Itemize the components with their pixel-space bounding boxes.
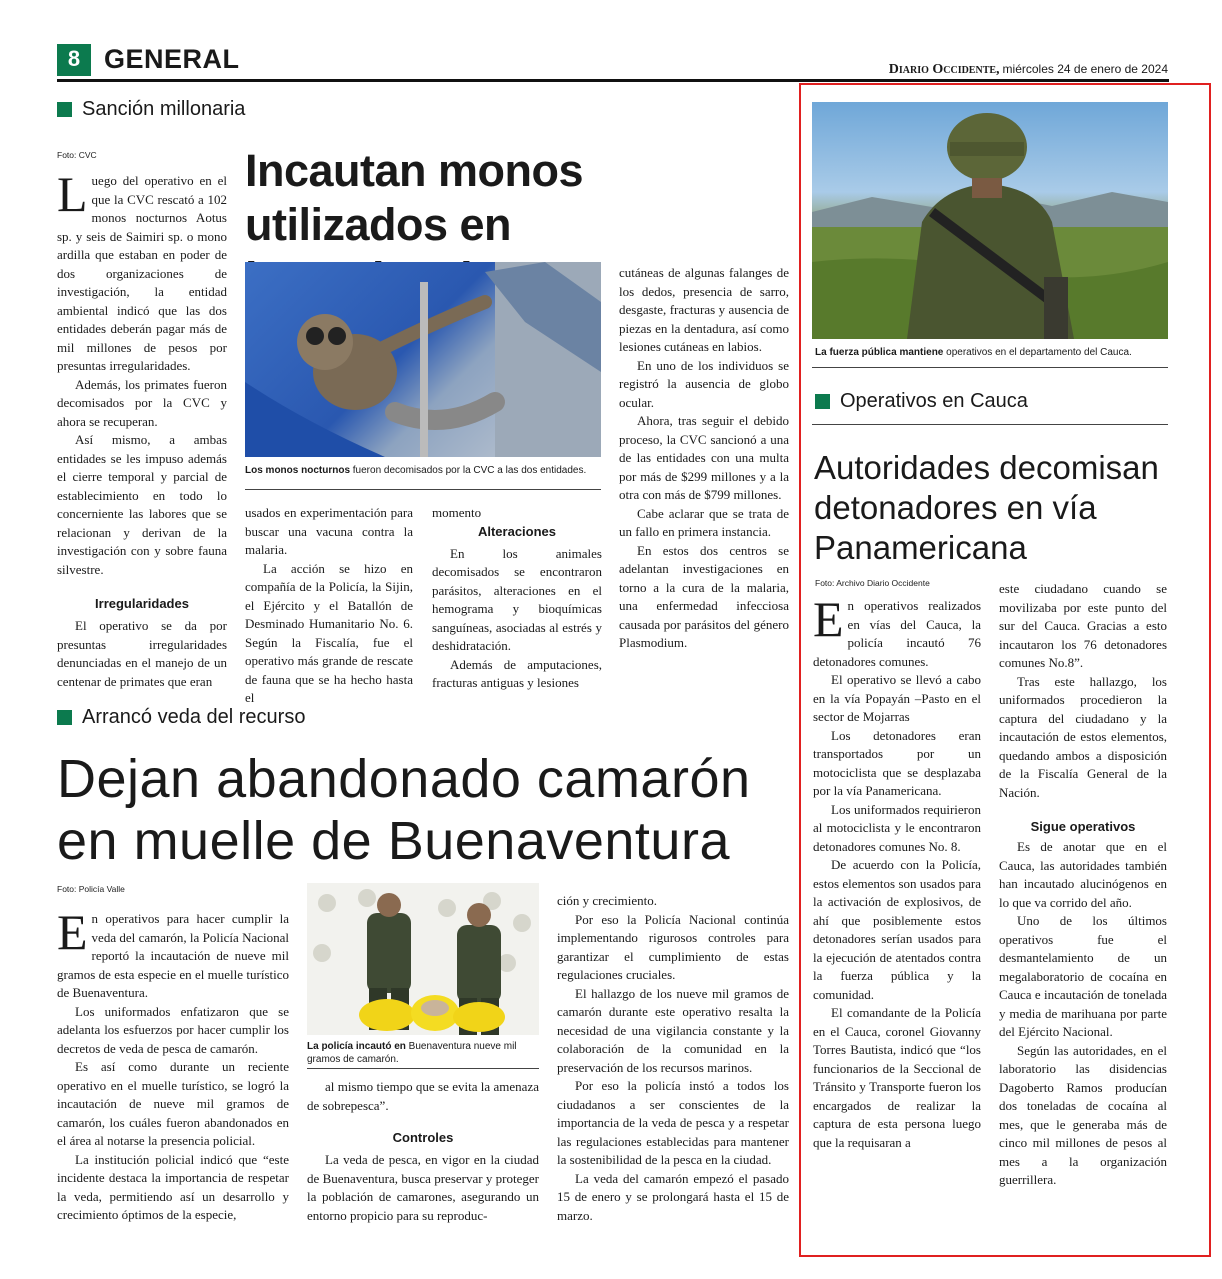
caption-rule xyxy=(245,489,601,490)
caption-rule xyxy=(812,367,1168,368)
masthead-dateline xyxy=(889,62,1168,78)
caption-bold: La fuerza pública mantiene xyxy=(815,347,944,358)
green-square-icon xyxy=(57,710,72,725)
police-photo xyxy=(307,883,539,1035)
paragraph: Además de amputaciones, fracturas antiguas y lesiones xyxy=(432,656,602,690)
paragraph: En uno de los individuos se registró la ausencia de globo ocular. xyxy=(619,357,789,410)
subheading: Controles xyxy=(392,1130,454,1145)
monos-column-1 xyxy=(57,166,227,691)
paragraph: Es de anotar que en el Cauca, las autoridades también han incautado alucinógenos en lo que va corrido del año. xyxy=(999,839,1167,910)
paragraph: Tras este hallazgo, los uniformados procedieron la captura del ciudadano y la incautación de estos elementos, quedando ambos a disposición de la Fiscalía General de la Nación. xyxy=(999,673,1167,800)
section-label-sancion xyxy=(57,98,245,121)
camaron-column-2 xyxy=(307,1078,539,1225)
paragraph: Ahora, tras seguir el debido proceso, la CVC sancionó a una de las entidades con una multa por más de $299 millones y a la otra con más de $799 millones. xyxy=(619,413,789,502)
caption-text: operativos en el departamento del Cauca. xyxy=(943,347,1132,358)
green-square-icon xyxy=(815,394,830,409)
photo-credit: Foto: Policía Valle xyxy=(57,884,125,894)
paper-name: Diario Occidente, xyxy=(888,62,1000,77)
header-rule xyxy=(57,79,1169,82)
monos-column-4 xyxy=(619,264,789,653)
paragraph: este ciudadano cuando se movilizaba por este punto del sur del Cauca. Gracias a esto incautaron los 76 detonadores comunes No.8”. xyxy=(999,581,1167,670)
cauca-column-1 xyxy=(813,591,981,1152)
headline-monos: Incautan monos utilizados en xyxy=(245,145,584,250)
section-label-veda xyxy=(57,706,305,729)
paragraph: cutáneas de algunas falanges de los dedos, presencia de sarro, desgaste, fracturas y ausencia de piezas en la dentadura, así como lesiones cutáneas en labios. xyxy=(619,265,789,354)
paragraph: En los animales decomisados se encontraron parásitos, alteraciones en el hemograma y bioquímicas sanguíneas, asociadas al estrés y deshidratación. xyxy=(432,545,602,653)
paragraph: Los uniformados requirieron al motociclista y le encontraron detonadores comunes No. 8. xyxy=(813,801,981,854)
soldier-illustration-icon xyxy=(812,102,1168,339)
paragraph: La veda de pesca, en vigor en la ciudad de Buenaventura, busca preservar y proteger la población de camarones, asegurando un entorno propicio para su reproduc- xyxy=(307,1152,539,1223)
paragraph: n operativos para hacer cumplir la veda del camarón, la Policía Nacional reportó la incautación de nueve mil gramos de esta especie en el muelle turístico de Buenaventura. xyxy=(57,911,289,1000)
paragraph: El comandante de la Policía en el Cauca, coronel Giovanny Torres Bautista, indicó que “los funcionarios de la Seccional de Tránsito y Transporte fueron los encargados de realizar la captura de esta persona luego que la requisaran a xyxy=(813,1005,981,1150)
paragraph: El operativo se da por presuntas irregularidades denunciadas en el manejo de un centenar de primates que eran xyxy=(57,618,227,689)
paragraph: Los detonadores eran transportados por un motociclista que se desplazaba por la vía Panamericana. xyxy=(813,727,981,798)
paragraph: momento xyxy=(432,505,482,520)
camaron-column-1 xyxy=(57,904,289,1225)
paragraph: El operativo se llevó a cabo en la vía Popayán –Pasto en el sector de Mojarras xyxy=(813,672,981,724)
cauca-column-2 xyxy=(999,580,1167,1190)
dropcap: E xyxy=(57,904,88,960)
paragraph: De acuerdo con la Policía, estos elementos son usados para la activación de explosivos, de ahí que posiblemente estos detonadores serían usados para la ejecución de atentados contra la fuerza pública y la comunidad. xyxy=(813,857,981,1002)
headline-cauca: Autoridades decomisan detonadores en vía Panamericana xyxy=(814,449,1159,566)
subheading: Irregularidades xyxy=(95,596,189,611)
paragraph: usados en experimentación para buscar una vacuna contra la malaria. xyxy=(245,505,413,557)
paragraph: La acción se hizo en compañía de la Policía, la Sijin, el Ejército y el Batallón de Desminado Humanitario No. 6. Según la Fiscalía, fue el operativo más grande de rescate de fauna que se ha hecho hasta el xyxy=(245,560,413,705)
caption-bold: La policía incautó en xyxy=(307,1041,406,1052)
photo-caption xyxy=(307,1040,541,1066)
paragraph: El hallazgo de los nueve mil gramos de camarón durante este operativo resalta la necesidad de una vigilancia constante y la colaboración de la comunidad en la preservación de los recursos marinos. xyxy=(557,985,789,1075)
soldier-photo xyxy=(812,102,1168,339)
caption-text: fueron decomisados por la CVC a las dos entidades. xyxy=(350,465,587,476)
photo-caption xyxy=(815,346,1171,359)
paragraph: La institución policial indicó que “este incidente destaca la importancia de respetar la veda, permitiendo así un desarrollo y crecimiento óptimos de la especie, xyxy=(57,1151,289,1222)
paragraph: Además, los primates fueron decomisados por la CVC y ahora se recuperan. xyxy=(57,376,227,429)
caption-rule xyxy=(307,1068,539,1069)
label-text: Sanción millonaria xyxy=(82,98,246,120)
subheading: Alteraciones xyxy=(477,523,557,539)
paragraph: La veda del camarón empezó el pasado 15 de enero y se prolongará hasta el 15 de marzo. xyxy=(557,1170,789,1223)
paragraph: Los uniformados enfatizaron que se adelanta los esfuerzos por hacer cumplir los decretos de veda de pesca de camarón. xyxy=(57,1003,289,1056)
label-text: Arrancó veda del recurso xyxy=(82,706,306,728)
paragraph: uego del operativo en el que la CVC rescató a 102 monos nocturnos Aotus sp. y seis de Saimiri sp. o mono ardilla que estaban en poder de dos organizaciones de investigación, la entidad ambiental indicó que las dos entidades deberán pagar más de mil millones de pesos por presuntas irregularidades. xyxy=(57,173,227,373)
subheading: Sigue operativos xyxy=(1030,819,1136,834)
dropcap: E xyxy=(813,591,844,647)
photo-credit: Foto: CVC xyxy=(57,150,97,160)
police-officers-illustration-icon xyxy=(307,883,539,1035)
paragraph: Es así como durante un reciente operativo en el muelle turístico, se logró la incautación de nueve mil gramos de camarón, los cuáles fueron abandonados en el área al notarse la presencia policial. xyxy=(57,1059,289,1148)
paragraph: Por eso la policía instó a todos los ciudadanos a ser conscientes de la importancia de la veda de pesca y a respetar las regulaciones establecidas para mantener la sostenibilidad de la pesca en la ciudad. xyxy=(557,1078,789,1167)
paragraph: Cabe aclarar que se trata de un fallo en primera instancia. xyxy=(619,505,789,539)
caption-text: Buenaventura nueve mil gramos de camarón. xyxy=(307,1041,517,1065)
paragraph: Así mismo, a ambas entidades se les impuso además el cierre temporal y parcial de establecimiento en todo lo concerniente las labores que se relacionan y derivan de la investigación con y sobre fauna silvestre. xyxy=(57,432,227,577)
camaron-column-3 xyxy=(557,892,789,1225)
monkey-photo xyxy=(245,262,601,457)
paragraph: al mismo tiempo que se evita la amenaza de sobrepesca”. xyxy=(307,1079,539,1113)
monos-column-3 xyxy=(432,504,602,693)
paragraph: ción y crecimiento. xyxy=(557,893,657,908)
paragraph: n operativos realizados en vías del Cauca, la policía incautó 76 detonadores comunes. xyxy=(813,598,981,669)
green-square-icon xyxy=(57,102,72,117)
dropcap: L xyxy=(57,166,88,222)
monos-column-2 xyxy=(245,504,413,708)
section-title: GENERAL xyxy=(104,44,240,74)
issue-date: miércoles 24 de enero de 2024 xyxy=(1002,62,1168,76)
photo-credit: Foto: Archivo Diario Occidente xyxy=(815,578,930,588)
section-rule xyxy=(812,424,1168,425)
page-number: 8 xyxy=(67,46,81,71)
page-number-box xyxy=(57,44,91,76)
paragraph: Por eso la Policía Nacional continúa implementando rigurosos controles para garantizar el cumplimiento de estas regulaciones cruciales. xyxy=(557,911,789,982)
paragraph: Según las autoridades, en el laboratorio las disidencias Dagoberto Ramos producían dos toneladas de cocaína al mes, que le generaba más de cinco mil millones de pesos al mes a la organización guerrillera. xyxy=(999,1042,1167,1187)
monkey-illustration-icon xyxy=(245,262,601,457)
caption-bold: Los monos nocturnos xyxy=(245,465,350,476)
paragraph: En estos dos centros se adelantan investigaciones en torno a la cura de la malaria, una enfermedad infecciosa causada por parásitos del género Plasmodium. xyxy=(619,542,789,650)
label-text: Operativos en Cauca xyxy=(840,390,1028,412)
photo-caption xyxy=(245,464,601,477)
section-label-cauca xyxy=(815,390,1028,413)
paragraph: Uno de los últimos operativos fue el desmantelamiento de un megalaboratorio de cocaína en Cauca e incautación de tonelada y media de marihuana por parte del Ejército Nacional. xyxy=(999,913,1167,1039)
headline-camaron: Dejan abandonado camarón en muelle de Buenaventura xyxy=(57,749,751,871)
